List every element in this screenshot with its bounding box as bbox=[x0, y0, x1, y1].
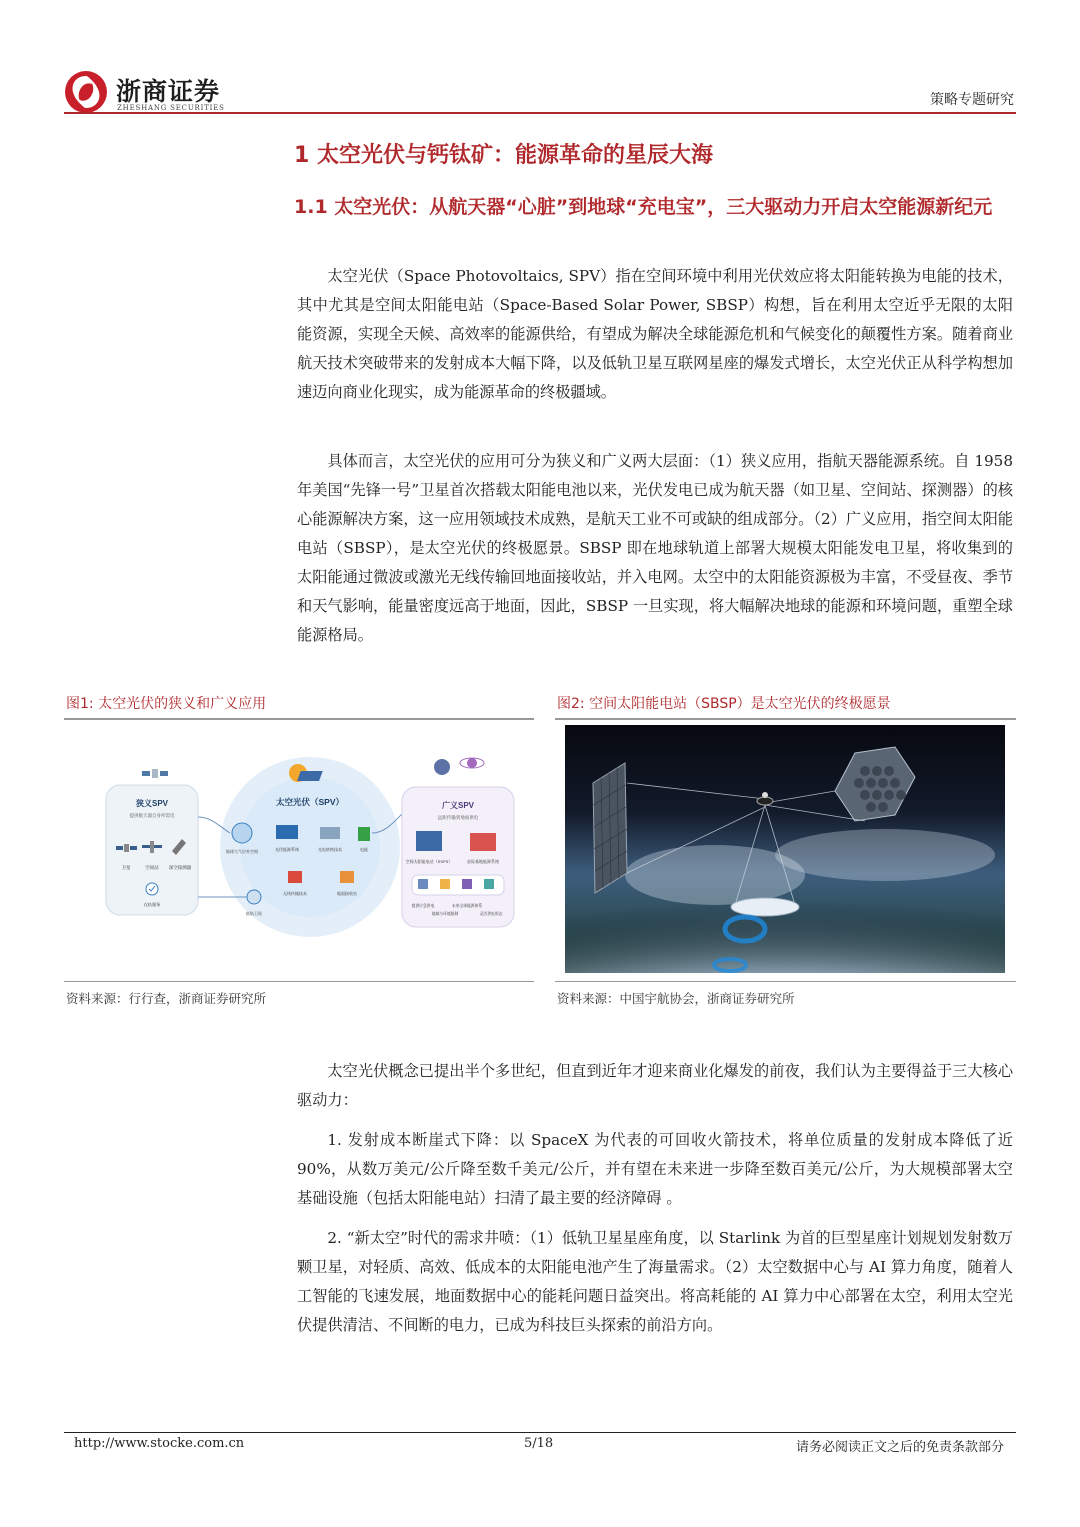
figure2-caption: 图2: 空间太阳能电站（SBSP）是太空光伏的终极愿景 bbox=[557, 696, 891, 712]
paragraph-driver-1: 1. 发射成本断崖式下降：以 SpaceX 为代表的可回收火箭技术，将单位质量的发射成本降低了近 90%，从数万美元/公斤降至数千美元/公斤，并有望在未来进一步降至数百美元/公斤，为大规模部署太空基础设施（包括太阳能电站）扫清了最主要的经济障碍 。 bbox=[297, 1131, 1013, 1207]
paragraph-applications: 具体而言，太空光伏的应用可分为狭义和广义两大层面：（1）狭义应用，指航天器能源系统。自 1958 年美国“先锋一号”卫星首次搭载太阳能电池以来，光伏发电已成为航天器（如卫星、空间站、探测器）的核心能源解决方案，这一应用领域技术成熟，是航天工业不可或缺的组成部分。（2）广义应用，指空间太阳能电站（SBSP），是太空光伏的终极愿景。SBSP 即在地球轨道上部署大规模太阳能发电卫星，将收集到的太阳能通过微波或激光无线传输回地面接收站，并入电网。太空中的太阳能资源极为丰富，不受昼夜、季节和天气影响，能量密度远高于地面，因此，SBSP 一旦实现，将大幅解决地球的能源和环境问题，重塑全球能源格局。 bbox=[297, 452, 1013, 644]
report-category: 策略专题研究 bbox=[930, 92, 1014, 108]
label-convert3: 光电转换技术 bbox=[318, 847, 342, 852]
label-convert2: 光伏能源系统 bbox=[275, 847, 299, 852]
logo-name: 浙商证券 bbox=[116, 77, 221, 106]
figure2-sbsp-image bbox=[565, 725, 1005, 973]
label-power: 电能 bbox=[360, 847, 368, 852]
label-station: 空间站 bbox=[145, 865, 159, 870]
label-sbsp: 空间太阳能电站（SSPS） bbox=[405, 859, 453, 864]
disclaimer-note: 请务必阅读正文之后的免责条款部分 bbox=[795, 1440, 1004, 1455]
label-b2: 地域与环境限制 bbox=[431, 912, 459, 916]
header-divider bbox=[64, 112, 1016, 114]
label-b4: 灵活供电形态 bbox=[479, 912, 503, 916]
figure2-top-rule bbox=[555, 718, 1016, 720]
label-leo: 低轨卫星 bbox=[246, 911, 262, 916]
center-title: 太空光伏（SPV） bbox=[275, 797, 345, 807]
narrow-spv-sub: 提供航天器自身所需电 bbox=[129, 813, 175, 818]
paragraph-intro: 太空光伏（Space Photovoltaics, SPV）指在空间环境中利用光伏效应将太阳能转换为电能的技术，其中尤其是空间太阳能电站（Space-Based Solar Power, SBSP）构想，旨在利用太空近乎无限的太阳能资源，实现全天候、高效率的能源供给，有望成为解决全球能源危机和气候变化的颠覆性方案。随着商业航天技术突破带来的发射成本大幅下降，以及低轨卫星互联网星座的爆发式增长，太空光伏正从科学构想加速迈向商业化现实，成为能源革命的终极疆域。 bbox=[297, 267, 1013, 401]
label-wireless: 无线传输技术 bbox=[283, 891, 307, 896]
broad-spv-sub: 远距传输到地面供电 bbox=[437, 815, 479, 820]
figure1-diagram bbox=[102, 747, 522, 947]
label-b1: 提供应急供电 bbox=[411, 904, 435, 908]
label-in-space: 在轨服务 bbox=[143, 902, 161, 907]
logo-english-name: ZHESHANG SECURITIES bbox=[117, 104, 225, 112]
section-title: 1 太空光伏与钙钛矿：能源革命的星辰大海 bbox=[294, 143, 713, 168]
figure1-caption: 图1: 太空光伏的狭义和广义应用 bbox=[66, 696, 267, 712]
figure2-bottom-rule bbox=[555, 981, 1016, 982]
subsection-title: 1.1 太空光伏：从航天器“心脏”到地球“充电宝”，三大驱动力开启太空能源新纪元 bbox=[294, 196, 993, 218]
figure1-source: 资料来源：行行查，浙商证券研究所 bbox=[66, 991, 267, 1006]
label-ground: 地面接收站 bbox=[337, 891, 357, 896]
figure1-top-rule bbox=[64, 718, 534, 720]
footer-website: http://www.stocke.com.cn bbox=[74, 1436, 245, 1451]
label-convert1: 地球大气层外空间 bbox=[226, 849, 258, 854]
paragraph-driver-2: 2. “新太空”时代的需求井喷：（1）低轨卫星星座角度，以 Starlink 为首的巨型星座计划规划发射数万颗卫星，对轻质、高效、低成本的太阳能电池产生了海量需求。（2）太空数据中心与 AI 算力角度，随着人工智能的飞速发展，地面数据中心的能耗问题日益突出。将高耗能的 AI 算力中心部署在太空，利用太空光伏提供清洁、不间断的电力，已成为科技巨头探索的前沿方向。 bbox=[297, 1229, 1013, 1334]
page-number: 5/18 bbox=[524, 1436, 554, 1451]
footer-divider bbox=[64, 1432, 1016, 1433]
narrow-spv-title: 狭义SPV bbox=[135, 799, 169, 808]
label-base: 星际基地能源系统 bbox=[467, 859, 499, 864]
page-header bbox=[64, 62, 1016, 116]
broad-spv-title: 广义SPV bbox=[441, 801, 475, 810]
brand-logo bbox=[64, 70, 304, 116]
label-probe: 深空探测器 bbox=[168, 865, 192, 870]
label-b3: 未来全球能源体系 bbox=[451, 904, 483, 908]
paragraph-drivers-intro: 太空光伏概念已提出半个多世纪，但直到近年才迎来商业化爆发的前夜，我们认为主要得益于三大核心驱动力： bbox=[297, 1062, 1013, 1109]
label-satellite: 卫星 bbox=[121, 865, 131, 870]
zheshang-logo-icon bbox=[64, 70, 108, 114]
figure2-source: 资料来源：中国宇航协会，浙商证券研究所 bbox=[557, 991, 795, 1006]
figure1-bottom-rule bbox=[64, 981, 534, 982]
